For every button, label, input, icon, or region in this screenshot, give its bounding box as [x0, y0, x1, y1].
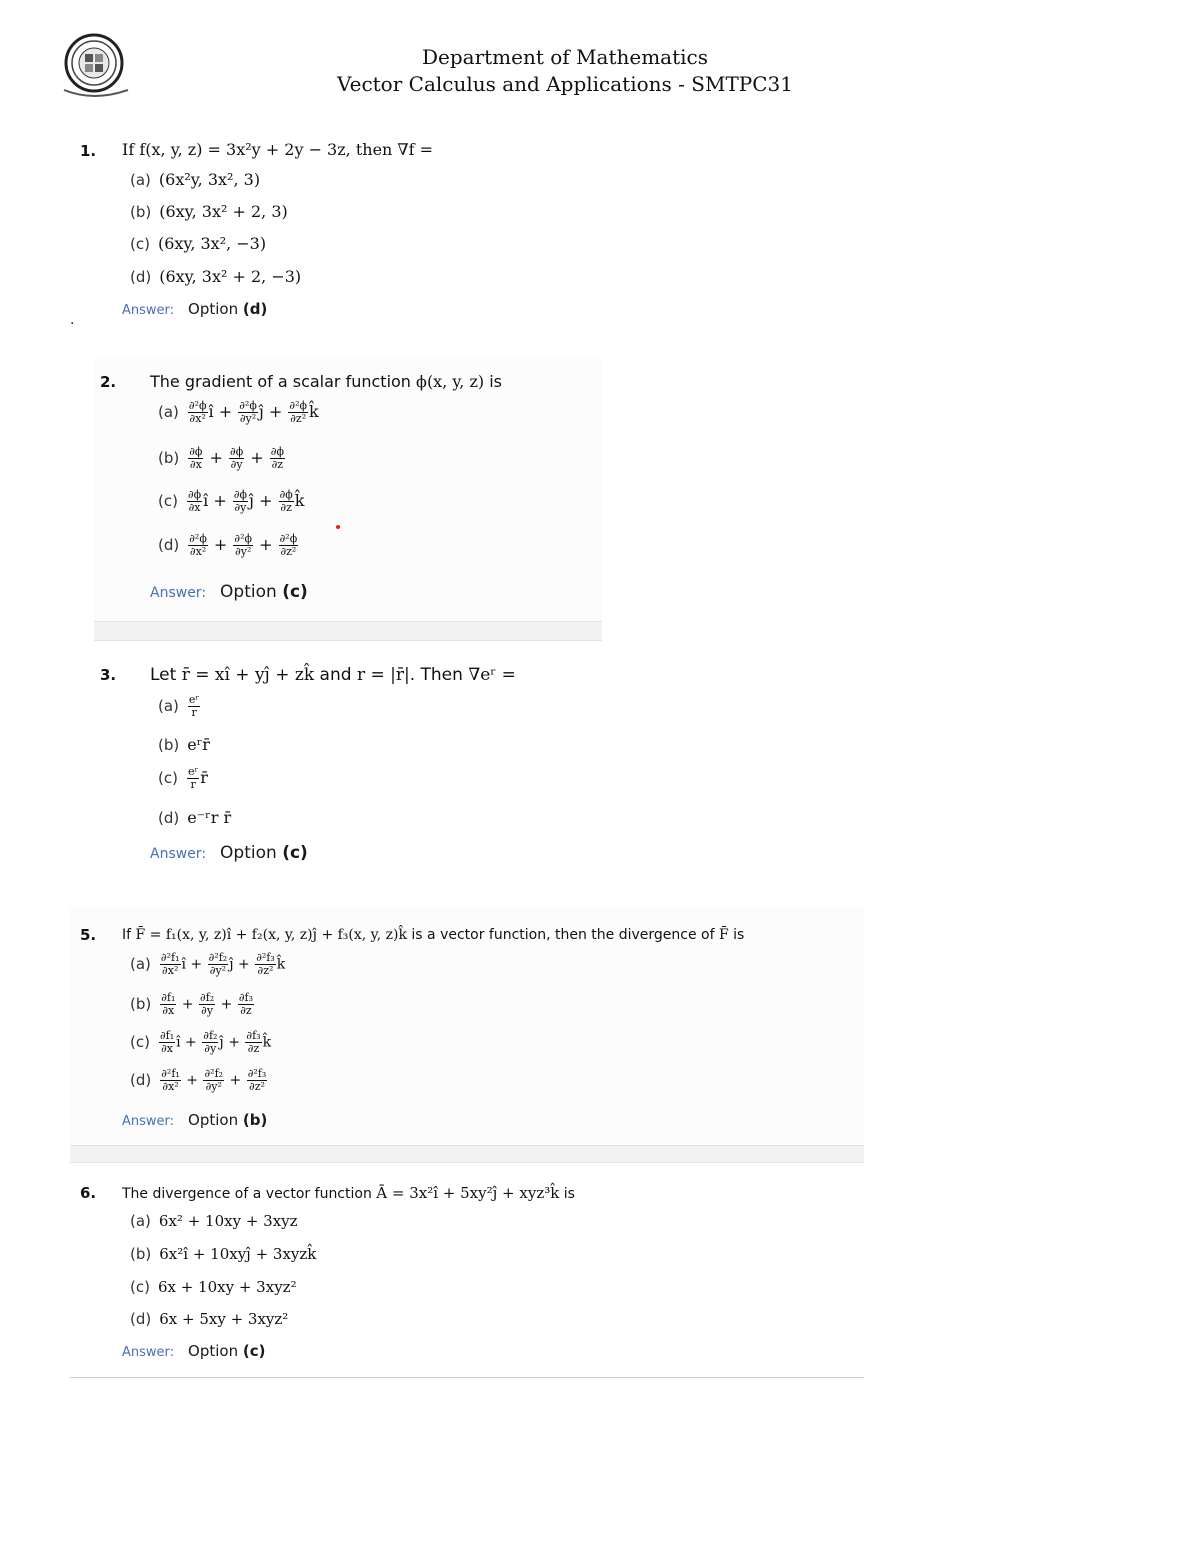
unit-vector: k̂: [308, 402, 319, 421]
plus-sign: +: [177, 996, 199, 1013]
option-label: (a): [158, 403, 179, 421]
denominator: ∂z²: [249, 1080, 265, 1093]
fraction: [247, 1068, 268, 1093]
numerator: ∂²ϕ: [189, 532, 207, 545]
option-b: (b) eʳr̄: [158, 735, 210, 754]
question-stem: The divergence of a vector function Ā = 3x²î + 5xy²ĵ + xyz³k̂ is: [122, 1184, 575, 1202]
numerator: ∂²ϕ: [188, 399, 207, 412]
denominator: ∂y²: [205, 1080, 222, 1093]
fraction: [188, 694, 200, 719]
numerator: ∂²f₂: [208, 951, 228, 964]
denominator: ∂z: [240, 1004, 252, 1017]
unit-vector: k̂: [262, 1034, 272, 1051]
unit-vector: ĵ: [258, 402, 264, 421]
fraction: [187, 489, 202, 514]
fraction: [245, 1030, 261, 1055]
vector-term: r̄: [200, 768, 208, 787]
fraction: [288, 400, 308, 425]
denominator: ∂y²: [239, 412, 257, 425]
numerator: ∂²f₂: [204, 1067, 224, 1080]
denominator: ∂z: [280, 501, 292, 514]
denominator: ∂y²: [209, 964, 227, 977]
denominator: ∂x²: [189, 412, 206, 425]
question-number: 3.: [100, 666, 117, 684]
numerator: ∂f₁: [161, 991, 176, 1004]
option-b: [158, 446, 286, 471]
plus-sign: +: [233, 956, 255, 973]
fraction: [279, 533, 299, 558]
question-number: 6.: [80, 1184, 97, 1202]
course-title: Vector Calculus and Applications - SMTPC31: [337, 72, 793, 96]
answer-line: Answer: Option (c): [122, 1342, 266, 1360]
question-number: 2.: [100, 373, 117, 391]
answer-line: Answer: Option (b): [122, 1111, 268, 1129]
fraction: [187, 766, 199, 791]
option-c: (c) (6xy, 3x², −3): [130, 234, 267, 253]
unit-vector: î: [176, 1034, 181, 1051]
denominator: ∂x²: [189, 545, 207, 558]
option-a: (a) (6x²y, 3x², 3): [130, 170, 261, 189]
denominator: ∂x: [161, 1042, 173, 1055]
fraction: [202, 1030, 218, 1055]
plus-sign: +: [263, 402, 288, 421]
document-header: [330, 44, 800, 98]
numerator: ∂²ϕ: [234, 532, 253, 545]
option-d: (d) 6x + 5xy + 3xyz²: [130, 1310, 289, 1328]
option-label: (b): [158, 449, 180, 467]
fraction: [160, 952, 181, 977]
question-number: 5.: [80, 926, 97, 944]
option-label: (c): [130, 1032, 150, 1051]
fraction: [229, 446, 244, 471]
numerator: ∂²f₃: [256, 951, 275, 964]
separator-bar: [94, 621, 602, 641]
unit-vector: î: [203, 491, 209, 510]
fraction: [255, 952, 276, 977]
option-d: (d) (6xy, 3x² + 2, −3): [130, 267, 302, 286]
option-b: (b) 6x²î + 10xyĵ + 3xyzk̂: [130, 1245, 317, 1263]
numerator: eʳ: [187, 765, 199, 778]
numerator: ∂²f₃: [247, 1067, 267, 1080]
numerator: eʳ: [188, 693, 200, 706]
fraction: [233, 533, 253, 558]
option-label: (a): [130, 954, 151, 973]
numerator: ∂²ϕ: [289, 399, 307, 412]
fraction: [188, 533, 208, 558]
plus-sign: +: [185, 956, 207, 973]
unit-vector: ĵ: [249, 491, 254, 510]
fraction: [199, 992, 215, 1017]
option-label: (c): [158, 492, 178, 510]
denominator: ∂x: [188, 501, 201, 514]
numerator: ∂ϕ: [189, 445, 203, 458]
option-label: (b): [130, 994, 152, 1013]
answer-line: Answer: Option (d): [122, 300, 268, 318]
option-label: (d): [130, 1070, 152, 1089]
fraction: [188, 446, 203, 471]
department-title: Department of Mathematics: [421, 45, 708, 69]
option-label: (a): [158, 697, 179, 715]
numerator: ∂²f₁: [160, 951, 180, 964]
option-d: (d) e⁻ʳr r̄: [158, 808, 232, 827]
numerator: ∂ϕ: [187, 488, 202, 501]
separator-bar: [70, 1145, 864, 1163]
red-mark: [336, 525, 340, 529]
denominator: ∂x²: [162, 1080, 179, 1093]
numerator: ∂f₁: [159, 1029, 175, 1042]
denominator: ∂x: [162, 1004, 175, 1017]
fraction: [208, 952, 229, 977]
option-c: [130, 1030, 271, 1055]
option-d: [130, 1068, 268, 1093]
option-a: (a) 6x² + 10xy + 3xyz: [130, 1212, 298, 1230]
institution-seal: [58, 30, 134, 100]
option-d: [158, 533, 299, 558]
denominator: ∂z²: [280, 545, 297, 558]
numerator: ∂f₃: [238, 991, 254, 1004]
numerator: ∂f₂: [200, 991, 215, 1004]
unit-vector: î: [208, 402, 214, 421]
fraction: [159, 1030, 175, 1055]
option-a: [158, 400, 319, 425]
separator-line: [70, 1377, 864, 1378]
option-c: [158, 489, 304, 514]
stray-bullet: ·: [70, 316, 75, 332]
fraction: [160, 992, 176, 1017]
denominator: ∂z: [271, 458, 284, 471]
plus-sign: +: [213, 402, 238, 421]
option-a: [130, 952, 285, 977]
fraction: [188, 400, 208, 425]
unit-vector: k̂: [276, 956, 286, 973]
denominator: ∂x²: [162, 964, 179, 977]
denominator: ∂y: [230, 458, 243, 471]
answer-line: Answer: Option (c): [150, 843, 308, 863]
option-label: (d): [158, 536, 180, 554]
option-b: [130, 992, 255, 1017]
numerator: ∂f₂: [203, 1029, 218, 1042]
denominator: r: [190, 778, 196, 791]
option-b: (b) (6xy, 3x² + 2, 3): [130, 202, 288, 221]
plus-sign: +: [225, 1072, 246, 1089]
option-c: (c) 6x + 10xy + 3xyz²: [130, 1278, 297, 1296]
unit-vector: î: [181, 956, 186, 973]
fraction: [270, 446, 285, 471]
option-c: [158, 766, 208, 791]
question-stem: Let r̄ = xî + yĵ + zk̂ and r = |r̄|. Then ∇eʳ =: [150, 665, 516, 685]
numerator: ∂ϕ: [279, 488, 293, 501]
numerator: ∂f₃: [246, 1029, 261, 1042]
numerator: ∂²f₁: [161, 1067, 180, 1080]
numerator: ∂²ϕ: [279, 532, 298, 545]
numerator: ∂ϕ: [230, 445, 244, 458]
question-stem: If F̄ = f₁(x, y, z)î + f₂(x, y, z)ĵ + f₃(x, y, z)k̂ is a vector function, then the divergence of F̄ is: [122, 927, 745, 943]
question-stem: The gradient of a scalar function ϕ(x, y, z) is: [150, 372, 503, 391]
numerator: ∂²ϕ: [239, 399, 257, 412]
plus-sign: +: [204, 448, 228, 467]
numerator: ∂ϕ: [233, 488, 248, 501]
plus-sign: +: [245, 448, 269, 467]
denominator: ∂z²: [257, 964, 274, 977]
question-stem: If f(x, y, z) = 3x²y + 2y − 3z, then ∇f =: [122, 140, 434, 159]
denominator: ∂x: [189, 458, 202, 471]
plus-sign: +: [254, 535, 278, 554]
plus-sign: +: [254, 491, 278, 510]
fraction: [203, 1068, 224, 1093]
plus-sign: +: [180, 1034, 202, 1051]
denominator: ∂y: [234, 501, 247, 514]
denominator: ∂y: [201, 1004, 214, 1017]
plus-sign: +: [181, 1072, 203, 1089]
fraction: [160, 1068, 181, 1093]
unit-vector: ĵ: [219, 1034, 224, 1051]
plus-sign: +: [208, 491, 232, 510]
denominator: r: [191, 706, 197, 719]
unit-vector: ĵ: [229, 956, 234, 973]
fraction: [279, 489, 294, 514]
denominator: ∂y²: [235, 545, 252, 558]
denominator: ∂z²: [290, 412, 307, 425]
fraction: [233, 489, 248, 514]
option-a: [158, 694, 201, 719]
denominator: ∂z: [247, 1042, 260, 1055]
option-label: (c): [158, 769, 178, 787]
numerator: ∂ϕ: [270, 445, 284, 458]
unit-vector: k̂: [294, 491, 305, 510]
answer-line: Answer: Option (c): [150, 582, 308, 602]
plus-sign: +: [223, 1034, 245, 1051]
denominator: ∂y: [204, 1042, 217, 1055]
question-number: 1.: [80, 142, 97, 160]
plus-sign: +: [208, 535, 233, 554]
fraction: [238, 400, 258, 425]
fraction: [238, 992, 254, 1017]
plus-sign: +: [216, 996, 237, 1013]
